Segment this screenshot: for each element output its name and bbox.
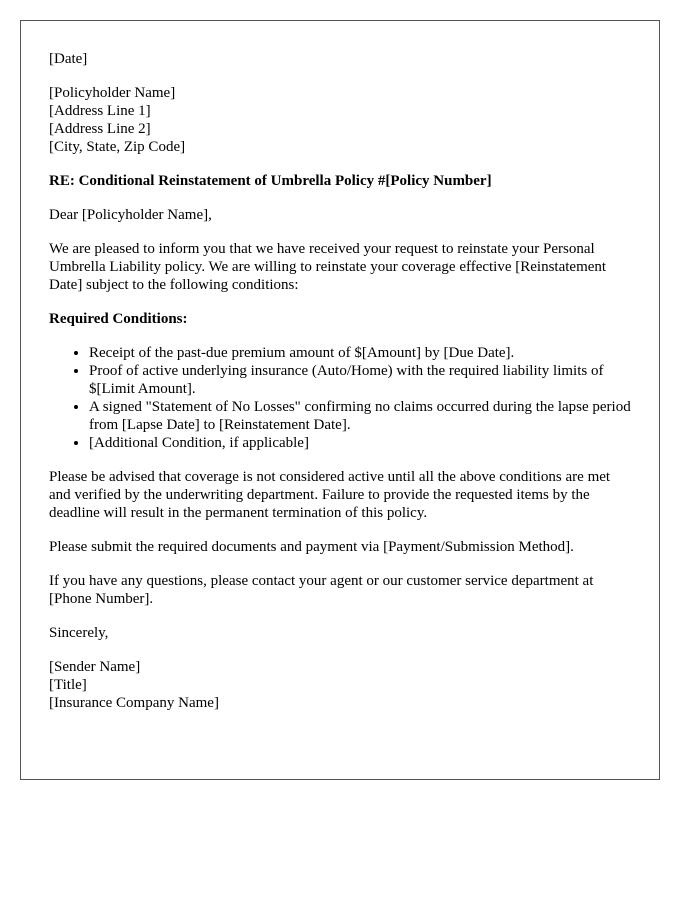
condition-item: • Receipt of the past-due premium amount of $[Amount] by [Due Date]. [89, 344, 631, 362]
condition-item: • Proof of active underlying insurance (Auto/Home) with the required liability limits of $[Limit Amount]. [89, 362, 631, 398]
salutation: Dear [Policyholder Name], [49, 207, 212, 223]
sender-company: [Insurance Company Name] [49, 695, 219, 711]
submission-paragraph: Please submit the required documents and payment via [Payment/Submission Method]. [49, 539, 574, 555]
intro-paragraph: We are pleased to inform you that we have received your request to reinstate your Personal Umbrella Liability policy. We are willing to reinstate your coverage effective [Reinstatement Date] subject to the following conditions: [49, 241, 607, 293]
recipient-address-line-1: [Address Line 1] [49, 103, 151, 119]
condition-item: • [Additional Condition, if applicable] [89, 434, 631, 452]
conditions-heading: Required Conditions: [49, 311, 188, 327]
conditions-list [49, 344, 631, 452]
letter-date: [Date] [49, 51, 88, 67]
questions-paragraph: If you have any questions, please contact your agent or our customer service department at [Phone Number]. [49, 573, 594, 607]
recipient-address-line-2: [Address Line 2] [49, 121, 151, 137]
advisory-paragraph: Please be advised that coverage is not considered active until all the above conditions are met and verified by the underwriting department. Failure to provide the requested items by the deadline will result in the permanent termination of this policy. [49, 469, 611, 521]
recipient-name: [Policyholder Name] [49, 85, 176, 101]
letter-page [20, 20, 660, 780]
recipient-address [49, 84, 631, 156]
condition-item: • A signed "Statement of No Losses" confirming no claims occurred during the lapse period from [Lapse Date] to [Reinstatement Date]. [89, 398, 631, 434]
subject-line: RE: Conditional Reinstatement of Umbrella Policy #[Policy Number] [49, 173, 492, 189]
recipient-city-state-zip: [City, State, Zip Code] [49, 139, 186, 155]
sender-title: [Title] [49, 677, 87, 693]
sender-name: [Sender Name] [49, 659, 141, 675]
signature-block [49, 658, 631, 712]
closing: Sincerely, [49, 625, 109, 641]
